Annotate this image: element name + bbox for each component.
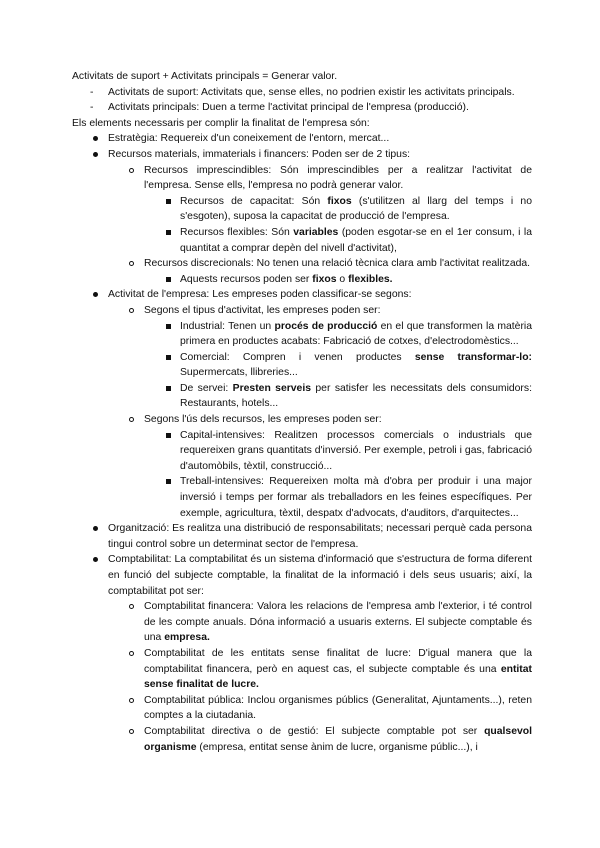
bullet-square-icon [161, 272, 175, 288]
bold-text: sense transformar-lo: [414, 351, 533, 363]
bullet-circle-icon [124, 693, 138, 709]
bullet-circle-icon [124, 724, 138, 740]
bullet-square-icon [161, 225, 175, 241]
list-item-text: Comptabilitat: La comptabilitat és un sistema d'informació que s'estructura de forma diferent en funció del subjecte comptable, la finalitat de la informació i dels seus usuaris; així, la comptabilitat pot ser: [108, 554, 532, 597]
list-item-discrecionals [72, 256, 532, 272]
dash-item-text: Activitats de suport: Activitats que, sense elles, no podrien existir les activitats principals. [108, 86, 515, 98]
bullet-square-icon [161, 319, 175, 335]
list-item-servei [72, 381, 532, 412]
text-run: Aquests recursos poden ser [180, 273, 313, 285]
bullet-dot-icon [88, 287, 102, 303]
text-run: Comptabilitat de les entitats sense finalitat de lucre: D'igual manera que la comptabilitat financera, però en aquest cas, el subjecte comptable és una [144, 647, 532, 675]
bullet-square-icon [161, 194, 175, 210]
list-item-text: Capital-intensives: Realitzen processos comercials o industrials que requereixen grans quantitats d'inversió. Per exemple, petroli i gas, fabricació d'automòbils, tèxtil, construcció... [180, 429, 532, 472]
list-item-organitzacio [72, 521, 532, 552]
text-run: Industrial: Tenen un [180, 320, 275, 332]
text-run: Comptabilitat directiva o de gestió: El subjecte comptable pot ser [144, 725, 485, 737]
text-run: (empresa, entitat sense ànim de lucre, organisme públic...), i [196, 741, 478, 753]
text-run: (s'utilitzen al llarg del temps i no s'esgoten), suposa la capacitat de producció de l'empresa. [180, 195, 532, 223]
list-item-aquests [72, 272, 532, 288]
elements-heading: Els elements necessaris per complir la finalitat de l'empresa són: [72, 117, 370, 129]
text-run: Recursos de capacitat: Són [180, 195, 328, 207]
bullet-dot-icon [88, 521, 102, 537]
bold-text: qualsevol organisme [144, 725, 532, 753]
bullet-circle-icon [124, 412, 138, 428]
text-run: Comercial: Compren i venen productes [180, 351, 415, 363]
dash-item-text: Activitats principals: Duen a terme l'activitat principal de l'empresa (producció). [108, 102, 469, 114]
bullet-square-icon [161, 474, 175, 490]
list-item-text: Comptabilitat pública: Inclou organismes públics (Generalitat, Ajuntaments...), reten comptes a la ciutadania. [144, 694, 532, 722]
list-item-text: Segons l'ús dels recursos, les empreses poden ser: [144, 414, 382, 426]
bullet-dot-icon [88, 552, 102, 568]
dash-marker: - [90, 102, 94, 114]
list-item-comercial [72, 350, 532, 381]
list-item-text: Estratègia: Requereix d'un coneixement de l'entorn, mercat... [108, 133, 390, 145]
text-run: o [336, 273, 349, 285]
list-item-text: Activitat de l'empresa: Les empreses poden classificar-se segons: [108, 289, 412, 301]
text-run: per satisfer les necessitats dels consumidors: Restaurants, hotels... [180, 382, 532, 410]
bold-text: variables [293, 226, 339, 238]
bullet-dot-icon [88, 147, 102, 163]
list-item-capacitat [72, 194, 532, 225]
list-item-text: Recursos materials, immaterials i financers: Poden ser de 2 tipus: [108, 148, 411, 160]
list-item-segons-tipus [72, 303, 532, 319]
bullet-circle-icon [124, 163, 138, 179]
text-run: (poden esgotar-se en el 1er consum, i la quantitat a comprar depèn del nivell d'activitat), [180, 226, 532, 254]
bullet-dot-icon [88, 131, 102, 147]
list-item-activitat [72, 287, 532, 303]
list-item-publica [72, 693, 532, 724]
list-item-treball [72, 474, 532, 521]
bullet-square-icon [161, 381, 175, 397]
bold-text: Presten serveis [232, 382, 312, 394]
list-item-text: Treball-intensives: Requereixen molta mà d'obra per produir i una major inversió i temps per formar als treballadors en les feines específiques. Per exemple, agricultura, tèxtil, despatx d'advocats, d'auditors, d'arquitectes... [180, 476, 532, 519]
text-run: De servei: [180, 382, 233, 394]
list-item-comptabilitat [72, 552, 532, 599]
dash-marker: - [90, 86, 94, 98]
bold-text: fixos [312, 273, 337, 285]
list-item-industrial [72, 319, 532, 350]
bullet-square-icon [161, 350, 175, 366]
list-item-directiva [72, 724, 532, 755]
list-item-financera [72, 599, 532, 646]
bullet-circle-icon [124, 303, 138, 319]
dash-item-principal [72, 100, 532, 116]
list-item-text: Organització: Es realitza una distribució de responsabilitats; necessari perquè cada persona tingui control sobre un determinat sector de l'empresa. [108, 523, 532, 550]
list-item-estrategia [72, 131, 532, 147]
bullet-circle-icon [124, 256, 138, 272]
text-run: en el que transformen la matèria primera en productes acabats: Fabricació de cotxes, d'electrodomèstics... [180, 320, 533, 348]
dash-item-support [72, 85, 532, 101]
bullet-circle-icon [124, 646, 138, 662]
bold-text: empresa. [164, 632, 210, 644]
bold-text: entitat sense finalitat de lucre. [144, 663, 532, 691]
list-item-entitats [72, 646, 532, 693]
intro-line: Activitats de suport + Activitats principals = Generar valor. [72, 71, 338, 82]
list-item-text: Recursos imprescindibles: Són imprescindibles per a realitzar l'activitat de l'empresa. Sense ells, l'empresa no podrà generar valor. [144, 164, 532, 192]
list-item-recursos [72, 147, 532, 163]
text-run: Supermercats, llibreries... [180, 367, 298, 379]
list-item-text: Recursos discrecionals: No tenen una relació tècnica clara amb l'activitat realitzada. [144, 258, 531, 270]
document-page [72, 69, 532, 755]
text-run: Comptabilitat financera: Valora les relacions de l'empresa amb l'exterior, i té control de les compte anuals. Dóna informació a usuaris externs. El subjecte comptable és una [144, 601, 532, 644]
bold-text: fixos [327, 195, 352, 207]
bold-text: flexibles. [348, 273, 393, 285]
list-item-capital [72, 428, 532, 475]
list-item-imprescindibles [72, 163, 532, 194]
bullet-circle-icon [124, 599, 138, 615]
bold-text: procés de producció [274, 320, 378, 332]
bullet-square-icon [161, 428, 175, 444]
list-item-text: Segons el tipus d'activitat, les empreses poden ser: [144, 304, 381, 316]
list-item-flexibles [72, 225, 532, 256]
text-run: Recursos flexibles: Són [180, 226, 294, 238]
list-item-segons-us [72, 412, 532, 428]
